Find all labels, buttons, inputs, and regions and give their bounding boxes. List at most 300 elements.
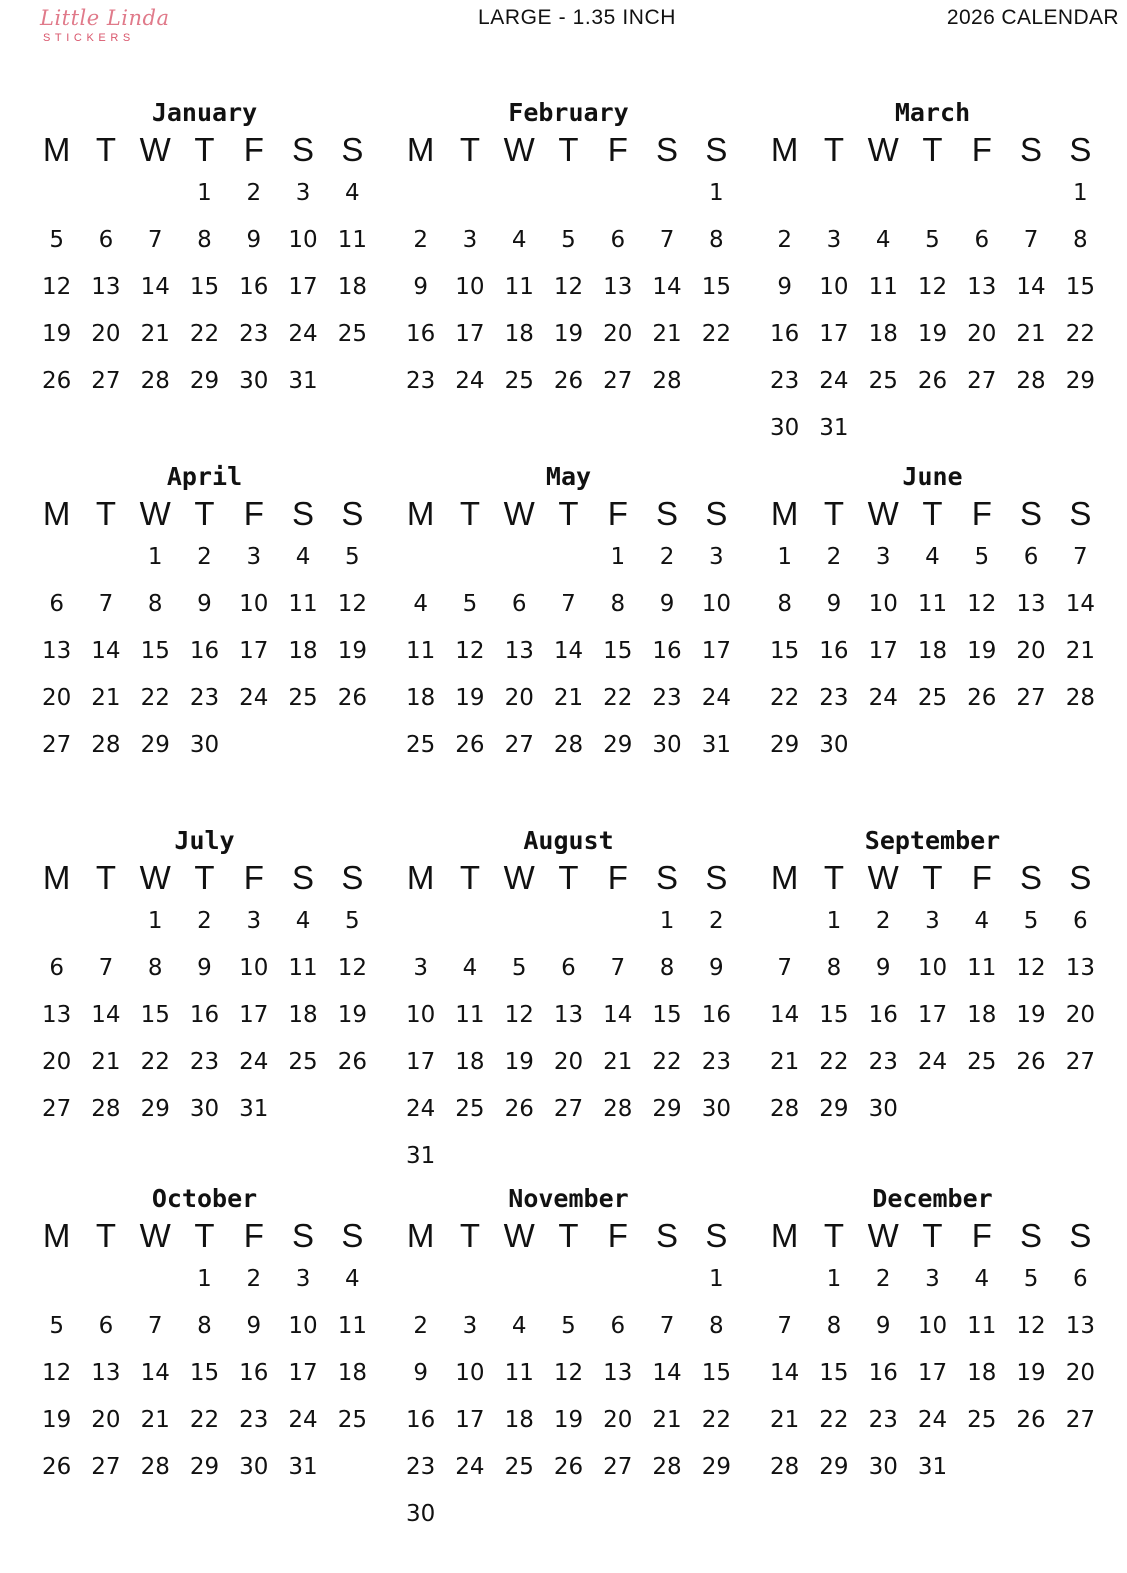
day-number: 1 bbox=[197, 180, 212, 206]
day-number: 19 bbox=[42, 321, 72, 347]
day-number: 12 bbox=[1016, 1313, 1046, 1339]
day-number: 22 bbox=[603, 685, 633, 711]
day-number: 25 bbox=[337, 1407, 367, 1433]
weekday-header: F bbox=[607, 131, 628, 168]
day-number: 30 bbox=[189, 1096, 220, 1122]
day-number: 23 bbox=[770, 368, 800, 394]
day-number: 15 bbox=[603, 638, 633, 664]
day-number: 8 bbox=[1073, 227, 1088, 253]
empty-day-cell bbox=[32, 534, 81, 581]
day-number: 24 bbox=[868, 685, 898, 711]
day-number: 25 bbox=[504, 368, 534, 394]
day-number: 30 bbox=[819, 732, 849, 758]
month-day-grid bbox=[396, 130, 741, 405]
day-number: 14 bbox=[140, 274, 170, 300]
day-number: 26 bbox=[42, 368, 72, 394]
day-number: 22 bbox=[140, 685, 170, 711]
empty-day-cell bbox=[760, 170, 809, 217]
day-number: 13 bbox=[504, 638, 534, 664]
month-title: April bbox=[166, 462, 243, 491]
day-number: 9 bbox=[246, 227, 262, 253]
day-number: 8 bbox=[147, 591, 163, 617]
day-number: 8 bbox=[197, 227, 212, 253]
day-number: 3 bbox=[413, 955, 428, 981]
day-number: 29 bbox=[819, 1096, 849, 1122]
day-number: 3 bbox=[295, 1266, 311, 1292]
day-number: 25 bbox=[455, 1096, 485, 1122]
day-number: 5 bbox=[561, 227, 576, 253]
month-title: November bbox=[508, 1184, 629, 1213]
month-january bbox=[32, 98, 377, 405]
day-number: 8 bbox=[197, 1313, 212, 1339]
day-number: 23 bbox=[819, 685, 849, 711]
day-number: 11 bbox=[406, 638, 436, 664]
day-number: 26 bbox=[1016, 1407, 1046, 1433]
day-number: 11 bbox=[337, 1313, 367, 1339]
weekday-header: M bbox=[42, 131, 71, 168]
day-number: 19 bbox=[553, 321, 584, 347]
weekday-header: M bbox=[406, 859, 435, 896]
day-number: 7 bbox=[659, 227, 675, 253]
day-number: 8 bbox=[777, 591, 792, 617]
day-number: 21 bbox=[770, 1407, 800, 1433]
day-number: 1 bbox=[709, 180, 724, 206]
day-number: 30 bbox=[868, 1454, 898, 1480]
day-number: 27 bbox=[553, 1096, 584, 1122]
weekday-header: W bbox=[867, 495, 899, 532]
day-number: 1 bbox=[610, 544, 626, 570]
weekday-header: M bbox=[42, 495, 71, 532]
day-number: 11 bbox=[504, 274, 534, 300]
month-title: June bbox=[902, 462, 963, 491]
weekday-header: M bbox=[406, 495, 435, 532]
day-number: 18 bbox=[406, 685, 436, 711]
day-number: 28 bbox=[140, 1454, 170, 1480]
weekday-header: S bbox=[1069, 131, 1092, 168]
day-number: 14 bbox=[603, 1002, 633, 1028]
empty-day-cell bbox=[81, 170, 130, 217]
day-number: 8 bbox=[659, 955, 675, 981]
day-number: 10 bbox=[917, 1313, 948, 1339]
day-number: 19 bbox=[455, 685, 485, 711]
weekday-header: M bbox=[42, 859, 71, 896]
day-number: 23 bbox=[239, 321, 269, 347]
month-day-grid bbox=[760, 1216, 1105, 1491]
empty-day-cell bbox=[495, 170, 544, 217]
weekday-header: F bbox=[607, 859, 628, 896]
day-number: 2 bbox=[875, 1266, 891, 1292]
month-day-grid bbox=[760, 130, 1105, 452]
day-number: 25 bbox=[288, 1049, 318, 1075]
day-number: 25 bbox=[406, 732, 436, 758]
day-number: 19 bbox=[553, 1407, 584, 1433]
day-number: 13 bbox=[553, 1002, 584, 1028]
day-number: 11 bbox=[917, 591, 948, 617]
day-number: 20 bbox=[603, 1407, 633, 1433]
day-number: 11 bbox=[504, 1360, 534, 1386]
day-number: 7 bbox=[777, 1313, 792, 1339]
day-number: 1 bbox=[147, 544, 163, 570]
day-number: 17 bbox=[288, 274, 318, 300]
empty-day-cell bbox=[544, 534, 593, 581]
day-number: 6 bbox=[49, 955, 64, 981]
day-number: 31 bbox=[701, 732, 731, 758]
empty-day-cell bbox=[32, 898, 81, 945]
day-number: 14 bbox=[1016, 274, 1046, 300]
day-number: 14 bbox=[1065, 591, 1095, 617]
day-number: 9 bbox=[709, 955, 724, 981]
day-number: 8 bbox=[826, 1313, 842, 1339]
day-number: 19 bbox=[1016, 1002, 1046, 1028]
weekday-header: S bbox=[705, 495, 728, 532]
month-day-grid bbox=[396, 858, 741, 1180]
day-number: 21 bbox=[91, 685, 121, 711]
empty-day-cell bbox=[642, 170, 691, 217]
day-number: 2 bbox=[413, 1313, 428, 1339]
day-number: 7 bbox=[1073, 544, 1088, 570]
day-number: 24 bbox=[917, 1049, 948, 1075]
weekday-header: F bbox=[243, 1217, 264, 1254]
month-july bbox=[32, 826, 377, 1133]
day-number: 16 bbox=[189, 638, 220, 664]
weekday-header: W bbox=[503, 131, 535, 168]
day-number: 20 bbox=[504, 685, 534, 711]
empty-day-cell bbox=[760, 898, 809, 945]
day-number: 4 bbox=[875, 227, 891, 253]
day-number: 6 bbox=[610, 1313, 626, 1339]
day-number: 22 bbox=[819, 1407, 849, 1433]
day-number: 15 bbox=[770, 638, 800, 664]
day-number: 5 bbox=[974, 544, 990, 570]
day-number: 18 bbox=[504, 321, 534, 347]
weekday-header: F bbox=[971, 495, 992, 532]
weekday-header: T bbox=[922, 859, 943, 896]
day-number: 25 bbox=[337, 321, 367, 347]
weekday-header: W bbox=[139, 859, 171, 896]
day-number: 6 bbox=[1023, 544, 1039, 570]
day-number: 13 bbox=[603, 274, 633, 300]
weekday-header: S bbox=[292, 859, 315, 896]
day-number: 22 bbox=[701, 1407, 731, 1433]
day-number: 15 bbox=[701, 1360, 731, 1386]
day-number: 6 bbox=[49, 591, 64, 617]
day-number: 23 bbox=[189, 1049, 220, 1075]
day-number: 2 bbox=[826, 544, 842, 570]
month-march bbox=[760, 98, 1105, 452]
month-title: October bbox=[151, 1184, 258, 1213]
day-number: 9 bbox=[826, 591, 842, 617]
day-number: 13 bbox=[967, 274, 997, 300]
day-number: 1 bbox=[826, 908, 842, 934]
day-number: 6 bbox=[511, 591, 527, 617]
day-number: 10 bbox=[239, 591, 269, 617]
month-april bbox=[32, 462, 377, 769]
day-number: 20 bbox=[1065, 1360, 1095, 1386]
day-number: 5 bbox=[511, 955, 527, 981]
day-number: 3 bbox=[295, 180, 311, 206]
day-number: 16 bbox=[701, 1002, 731, 1028]
day-number: 28 bbox=[1016, 368, 1046, 394]
day-number: 10 bbox=[288, 1313, 318, 1339]
day-number: 4 bbox=[511, 227, 527, 253]
month-title: August bbox=[523, 826, 614, 855]
day-number: 12 bbox=[917, 274, 948, 300]
day-number: 24 bbox=[239, 1049, 269, 1075]
day-number: 29 bbox=[652, 1096, 682, 1122]
day-number: 23 bbox=[406, 368, 436, 394]
day-number: 9 bbox=[197, 955, 212, 981]
empty-day-cell bbox=[593, 1256, 642, 1303]
weekday-header: S bbox=[656, 1217, 679, 1254]
day-number: 20 bbox=[553, 1049, 584, 1075]
weekday-header: S bbox=[1020, 495, 1043, 532]
day-number: 26 bbox=[917, 368, 948, 394]
day-number: 19 bbox=[42, 1407, 72, 1433]
day-number: 31 bbox=[288, 1454, 318, 1480]
weekday-header: F bbox=[607, 1217, 628, 1254]
weekday-header: T bbox=[95, 1217, 116, 1254]
month-may bbox=[396, 462, 741, 769]
day-number: 18 bbox=[455, 1049, 485, 1075]
day-number: 21 bbox=[652, 1407, 682, 1433]
day-number: 31 bbox=[917, 1454, 948, 1480]
month-june bbox=[760, 462, 1105, 769]
weekday-header: T bbox=[558, 1217, 579, 1254]
weekday-header: S bbox=[292, 1217, 315, 1254]
day-number: 20 bbox=[603, 321, 633, 347]
day-number: 28 bbox=[652, 1454, 682, 1480]
day-number: 16 bbox=[819, 638, 849, 664]
day-number: 2 bbox=[246, 1266, 262, 1292]
empty-day-cell bbox=[593, 898, 642, 945]
day-number: 4 bbox=[345, 1266, 360, 1292]
empty-day-cell bbox=[1006, 170, 1055, 217]
day-number: 22 bbox=[652, 1049, 682, 1075]
calendar-year-label: 2026 CALENDAR bbox=[946, 6, 1119, 29]
day-number: 31 bbox=[819, 415, 849, 441]
day-number: 9 bbox=[413, 274, 428, 300]
day-number: 14 bbox=[140, 1360, 170, 1386]
weekday-header: S bbox=[1069, 1217, 1092, 1254]
day-number: 17 bbox=[917, 1360, 948, 1386]
weekday-header: W bbox=[139, 495, 171, 532]
day-number: 11 bbox=[868, 274, 898, 300]
weekday-header: S bbox=[1069, 495, 1092, 532]
day-number: 16 bbox=[239, 274, 269, 300]
day-number: 30 bbox=[239, 1454, 269, 1480]
day-number: 5 bbox=[345, 908, 360, 934]
day-number: 22 bbox=[819, 1049, 849, 1075]
empty-day-cell bbox=[131, 1256, 180, 1303]
day-number: 23 bbox=[189, 685, 220, 711]
day-number: 4 bbox=[974, 1266, 990, 1292]
day-number: 23 bbox=[239, 1407, 269, 1433]
weekday-header: T bbox=[823, 859, 844, 896]
day-number: 30 bbox=[770, 415, 800, 441]
day-number: 22 bbox=[1065, 321, 1095, 347]
day-number: 28 bbox=[603, 1096, 633, 1122]
day-number: 21 bbox=[1065, 638, 1095, 664]
day-number: 30 bbox=[652, 732, 682, 758]
day-number: 29 bbox=[189, 1454, 220, 1480]
day-number: 6 bbox=[610, 227, 626, 253]
day-number: 29 bbox=[701, 1454, 731, 1480]
day-number: 3 bbox=[246, 544, 262, 570]
day-number: 10 bbox=[819, 274, 849, 300]
day-number: 24 bbox=[239, 685, 269, 711]
day-number: 16 bbox=[406, 321, 436, 347]
empty-day-cell bbox=[957, 170, 1006, 217]
weekday-header: W bbox=[139, 131, 171, 168]
empty-day-cell bbox=[544, 1256, 593, 1303]
month-title: March bbox=[894, 98, 971, 127]
day-number: 18 bbox=[917, 638, 948, 664]
weekday-header: T bbox=[922, 495, 943, 532]
day-number: 1 bbox=[709, 1266, 724, 1292]
day-number: 15 bbox=[140, 1002, 170, 1028]
day-number: 21 bbox=[140, 1407, 170, 1433]
weekday-header: F bbox=[243, 131, 264, 168]
day-number: 1 bbox=[147, 908, 163, 934]
month-day-grid bbox=[760, 494, 1105, 769]
day-number: 3 bbox=[462, 1313, 478, 1339]
day-number: 24 bbox=[455, 1454, 485, 1480]
empty-day-cell bbox=[131, 170, 180, 217]
weekday-header: F bbox=[243, 495, 264, 532]
month-november bbox=[396, 1184, 741, 1538]
day-number: 31 bbox=[239, 1096, 269, 1122]
day-number: 13 bbox=[42, 638, 72, 664]
empty-day-cell bbox=[544, 898, 593, 945]
weekday-header: M bbox=[770, 495, 799, 532]
day-number: 13 bbox=[42, 1002, 72, 1028]
weekday-header: M bbox=[406, 1217, 435, 1254]
day-number: 27 bbox=[504, 732, 534, 758]
day-number: 18 bbox=[288, 638, 318, 664]
day-number: 13 bbox=[91, 1360, 121, 1386]
day-number: 14 bbox=[652, 274, 682, 300]
day-number: 2 bbox=[659, 544, 675, 570]
day-number: 23 bbox=[406, 1454, 436, 1480]
empty-day-cell bbox=[445, 170, 494, 217]
day-number: 5 bbox=[49, 1313, 64, 1339]
day-number: 11 bbox=[967, 955, 997, 981]
day-number: 7 bbox=[561, 591, 576, 617]
weekday-header: T bbox=[922, 131, 943, 168]
day-number: 12 bbox=[553, 274, 584, 300]
day-number: 10 bbox=[917, 955, 948, 981]
day-number: 3 bbox=[925, 908, 940, 934]
day-number: 29 bbox=[770, 732, 800, 758]
day-number: 16 bbox=[868, 1360, 898, 1386]
empty-day-cell bbox=[445, 534, 494, 581]
day-number: 7 bbox=[659, 1313, 675, 1339]
weekday-header: S bbox=[656, 131, 679, 168]
day-number: 30 bbox=[406, 1501, 436, 1527]
weekday-header: S bbox=[705, 859, 728, 896]
day-number: 24 bbox=[455, 368, 485, 394]
day-number: 21 bbox=[652, 321, 682, 347]
day-number: 28 bbox=[770, 1454, 800, 1480]
day-number: 10 bbox=[868, 591, 898, 617]
day-number: 9 bbox=[777, 274, 792, 300]
day-number: 19 bbox=[337, 1002, 367, 1028]
empty-day-cell bbox=[495, 898, 544, 945]
day-number: 21 bbox=[553, 685, 584, 711]
day-number: 24 bbox=[819, 368, 849, 394]
day-number: 2 bbox=[413, 227, 428, 253]
day-number: 17 bbox=[917, 1002, 948, 1028]
day-number: 17 bbox=[701, 638, 731, 664]
day-number: 21 bbox=[91, 1049, 121, 1075]
day-number: 7 bbox=[777, 955, 792, 981]
day-number: 2 bbox=[197, 908, 212, 934]
day-number: 6 bbox=[1073, 1266, 1088, 1292]
weekday-header: W bbox=[503, 859, 535, 896]
month-title: May bbox=[545, 462, 592, 491]
weekday-header: S bbox=[656, 859, 679, 896]
day-number: 2 bbox=[709, 908, 724, 934]
day-number: 15 bbox=[1065, 274, 1095, 300]
day-number: 11 bbox=[337, 227, 367, 253]
day-number: 1 bbox=[777, 544, 792, 570]
empty-day-cell bbox=[809, 170, 858, 217]
month-august bbox=[396, 826, 741, 1180]
day-number: 17 bbox=[868, 638, 898, 664]
day-number: 4 bbox=[345, 180, 360, 206]
month-title: January bbox=[151, 98, 258, 127]
day-number: 10 bbox=[455, 1360, 485, 1386]
day-number: 18 bbox=[337, 274, 367, 300]
day-number: 3 bbox=[709, 544, 724, 570]
weekday-header: W bbox=[867, 859, 899, 896]
weekday-header: F bbox=[971, 131, 992, 168]
day-number: 5 bbox=[925, 227, 940, 253]
day-number: 28 bbox=[91, 732, 121, 758]
weekday-header: T bbox=[823, 131, 844, 168]
day-number: 6 bbox=[561, 955, 576, 981]
day-number: 22 bbox=[701, 321, 731, 347]
day-number: 4 bbox=[413, 591, 428, 617]
month-december bbox=[760, 1184, 1105, 1491]
day-number: 5 bbox=[1023, 908, 1039, 934]
weekday-header: M bbox=[770, 1217, 799, 1254]
month-day-grid bbox=[32, 858, 377, 1133]
day-number: 19 bbox=[1016, 1360, 1046, 1386]
day-number: 28 bbox=[553, 732, 584, 758]
day-number: 26 bbox=[337, 685, 367, 711]
day-number: 30 bbox=[189, 732, 220, 758]
empty-day-cell bbox=[396, 1256, 445, 1303]
day-number: 3 bbox=[462, 227, 478, 253]
empty-day-cell bbox=[908, 170, 957, 217]
day-number: 26 bbox=[42, 1454, 72, 1480]
day-number: 6 bbox=[98, 1313, 114, 1339]
day-number: 16 bbox=[406, 1407, 436, 1433]
day-number: 2 bbox=[246, 180, 262, 206]
day-number: 23 bbox=[868, 1407, 898, 1433]
day-number: 29 bbox=[189, 368, 220, 394]
day-number: 6 bbox=[98, 227, 114, 253]
day-number: 7 bbox=[147, 1313, 163, 1339]
day-number: 28 bbox=[652, 368, 682, 394]
day-number: 30 bbox=[701, 1096, 731, 1122]
day-number: 11 bbox=[288, 591, 318, 617]
day-number: 4 bbox=[295, 908, 311, 934]
weekday-header: S bbox=[292, 495, 315, 532]
day-number: 5 bbox=[49, 227, 64, 253]
day-number: 29 bbox=[603, 732, 633, 758]
